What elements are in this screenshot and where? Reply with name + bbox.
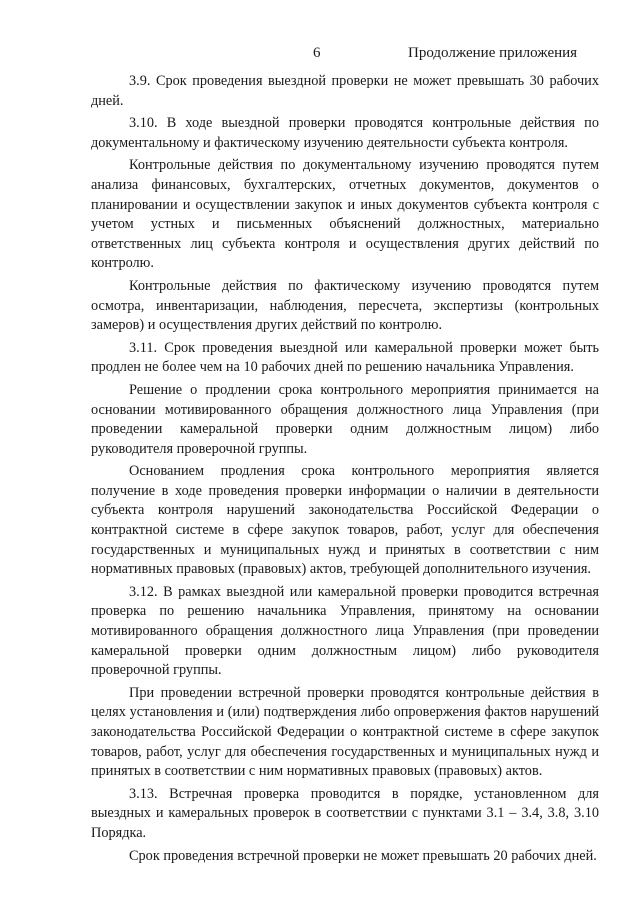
paragraph-3-9: 3.9. Срок проведения выездной проверки не может превышать 30 рабочих дней. [91, 73, 599, 109]
paragraph-extension-decision: Решение о продлении срока контрольного мероприятия принимается на основании мотивированного обращения должностного лица Управления (при проведении камеральной проверки одним должностным лицом) либо руководителя проверочной группы. [91, 381, 599, 457]
paragraph-3-11: 3.11. Срок проведения выездной или камеральной проверки может быть продлен не более чем на 10 рабочих дней по решению начальника Управления. [91, 339, 599, 376]
paragraph-3-12: 3.12. В рамках выездной или камеральной проверки проводится встречная проверка по решению начальника Управления, принятому на основании мотивированного обращения должностного лица Управления (при проведении камеральной проверки одним должностным лицом) либо руководителя проверочной группы. [91, 583, 599, 679]
paragraph-documentary-check: Контрольные действия по документальному изучению проводятся путем анализа финансовых, бухгалтерских, отчетных документов, документов о планировании и осуществлении закупок и иных документов субъекта контроля с учетом устных и письменных объяснений должностных, материально ответственных лиц субъекта контроля и осуществления других действий по контролю. [91, 157, 599, 272]
paragraph-factual-check: Контрольные действия по фактическому изучению проводятся путем осмотра, инвентаризации, наблюдения, пересчета, экспертизы (контрольных замеров) и осуществления других действий по контролю. [91, 277, 599, 334]
continuation-note: Продолжение приложения [408, 45, 578, 61]
paragraph-3-10: 3.10. В ходе выездной проверки проводятся контрольные действия по документальному и фактическому изучению деятельности субъекта контроля. [91, 115, 599, 151]
paragraph-extension-grounds: Основанием продления срока контрольного мероприятия является получение в ходе проведения проверки информации о наличии в деятельности субъекта контроля нарушений законодательства Российской Федерации о контрактной системе в сфере закупок товаров, работ, услуг для обеспечения государственных и муниципальных нужд и принятых в соответствии с ним нормативных правовых (правовых) актов, требующей дополнительного изучения. [91, 463, 599, 578]
paragraph-counter-check-actions: При проведении встречной проверки проводятся контрольные действия в целях установления и (или) подтверждения либо опровержения фактов нарушений законодательства Российской Федерации о контрактной системе в сфере закупок товаров, работ, услуг для обеспечения государственных и муниципальных нужд и принятых в соответствии с ним нормативных правовых (правовых) актов. [91, 684, 599, 780]
paragraph-counter-check-term: Срок проведения встречной проверки не может превышать 20 рабочих дней. [129, 847, 597, 864]
page-number: 6 [313, 45, 321, 61]
paragraph-3-13: 3.13. Встречная проверка проводится в порядке, установленном для выездных и камеральных проверок в соответствии с пунктами 3.1 – 3.4, 3.8, 3.10 Порядка. [91, 785, 599, 841]
document-body [91, 72, 599, 869]
